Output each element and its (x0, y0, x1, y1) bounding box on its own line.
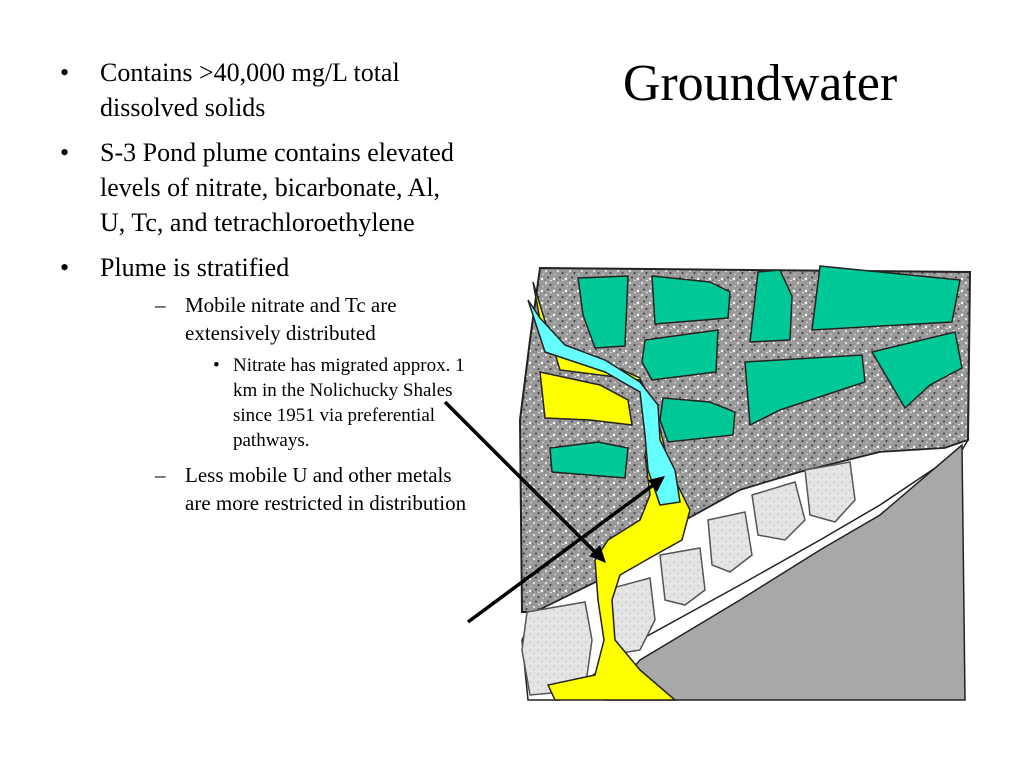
bullet-text: Plume is stratified (100, 253, 290, 282)
sub-bullet-text: Mobile nitrate and Tc are extensively distributed (185, 293, 397, 345)
clast (550, 442, 628, 478)
dash-marker: – (155, 463, 166, 487)
bullet-text: Contains >40,000 mg/L total dissolved solids (100, 58, 400, 122)
bullet-marker: • (213, 355, 220, 376)
dash-marker: – (155, 293, 166, 317)
sub-bullet-text: Less mobile U and other metals are more restricted in distribution (185, 463, 467, 515)
slide-title: Groundwater (622, 55, 898, 112)
bullet-marker: • (60, 138, 70, 167)
bullet-text: S-3 Pond plume contains elevated levels of nitrate, bicarbonate, Al, U, Tc, and tetrachloroethylene (100, 138, 454, 237)
clast (750, 270, 792, 342)
bullet-marker: • (60, 253, 70, 282)
bullet-marker: • (60, 58, 70, 87)
sub-sub-bullet-text: Nitrate has migrated approx. 1 km in the Nolichucky Shales since 1951 via preferential pathways. (233, 355, 465, 451)
